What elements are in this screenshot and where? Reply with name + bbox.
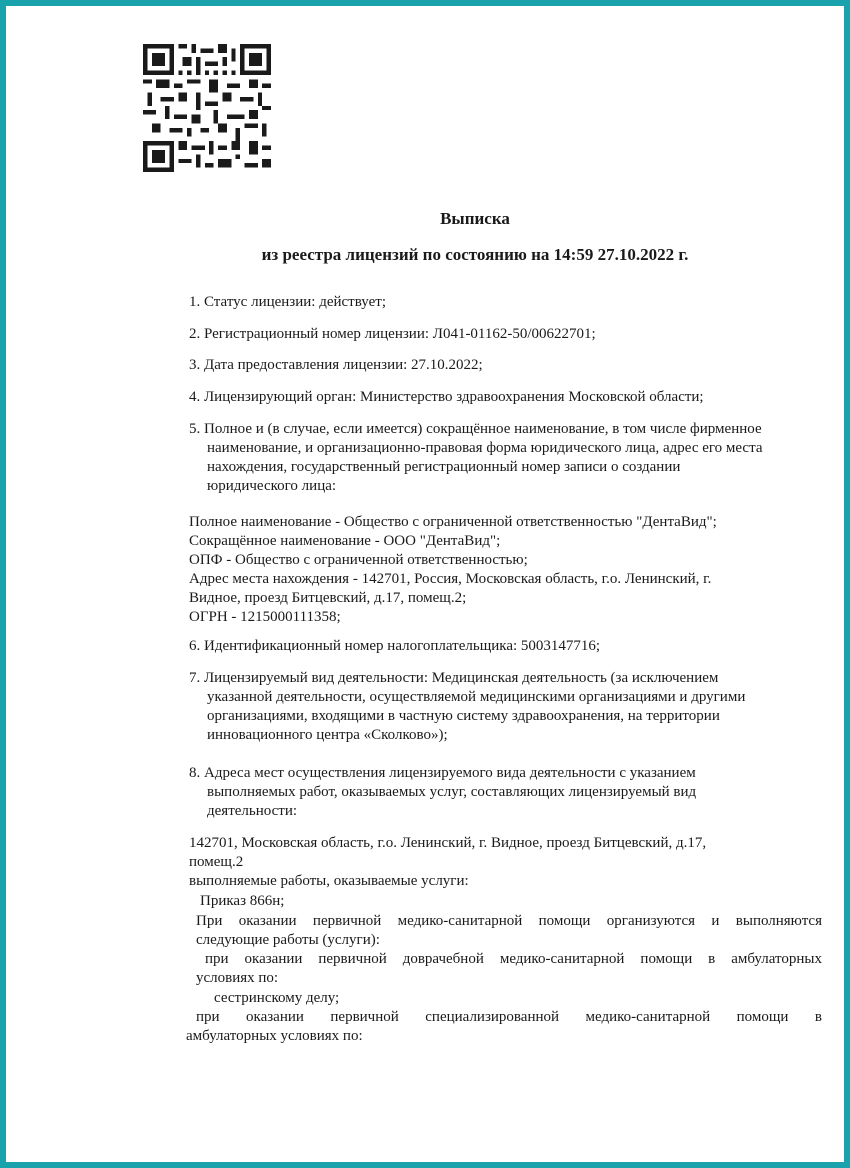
- item-line: указанной деятельности, осуществляемой медицинскими организациями и другими: [207, 689, 746, 705]
- activity-address-cont: помещ.2: [189, 854, 244, 870]
- item-line: 8. Адреса мест осуществления лицензируемого вида деятельности с указанием: [189, 765, 696, 781]
- prehospital-care-line: при оказании первичной доврачебной медико-санитарной помощи в амбулаторных: [205, 951, 822, 967]
- item-line: юридического лица:: [207, 478, 337, 494]
- item-line: 4. Лицензирующий орган: Министерство здравоохранения Московской области;: [189, 389, 704, 405]
- item-activity-type: [189, 669, 745, 745]
- entity-address-cont: Видное, проезд Битцевский, д.17, помещ.2;: [189, 590, 467, 606]
- prehospital-care-line-cont: условиях по:: [196, 970, 279, 986]
- entity-short-name: Сокращённое наименование - ООО "ДентаВид";: [189, 533, 501, 549]
- item-issue-date: [189, 356, 483, 375]
- item-line: нахождения, государственный регистрационный номер записи о создании: [207, 459, 681, 475]
- item-activity-addresses: [189, 764, 696, 821]
- specialized-care-line: при оказании первичной специализированной медико-санитарной помощи в: [196, 1009, 822, 1025]
- entity-full-name: Полное наименование - Общество с ограниченной ответственностью "ДентаВид";: [189, 514, 717, 530]
- item-line: инновационного центра «Сколково»);: [207, 727, 448, 743]
- item-inn: [189, 637, 600, 656]
- specialized-care-line-cont: амбулаторных условиях по:: [186, 1028, 363, 1044]
- item-line: деятельности:: [207, 803, 298, 819]
- primary-care-line-cont: следующие работы (услуги):: [196, 932, 380, 948]
- qr-code: [143, 44, 271, 172]
- item-line: 7. Лицензируемый вид деятельности: Медицинская деятельность (за исключением: [189, 670, 719, 686]
- item-licensing-authority: [189, 388, 704, 407]
- primary-care-line: При оказании первичной медико-санитарной помощи организуются и выполняются: [196, 913, 822, 929]
- activity-address: 142701, Московская область, г.о. Ленинский, г. Видное, проезд Битцевский, д.17,: [189, 835, 707, 851]
- entity-legal-form: ОПФ - Общество с ограниченной ответственностью;: [189, 552, 528, 568]
- entity-ogrn: ОГРН - 1215000111358;: [189, 609, 341, 625]
- item-entity-name: [189, 420, 763, 496]
- entity-address: Адрес места нахождения - 142701, Россия, Московская область, г.о. Ленинский, г.: [189, 571, 712, 587]
- works-label: выполняемые работы, оказываемые услуги:: [189, 873, 469, 889]
- document-title: Выписка: [440, 209, 510, 228]
- item-line: 5. Полное и (в случае, если имеется) сокращённое наименование, в том числе фирменное: [189, 421, 762, 437]
- item-line: 3. Дата предоставления лицензии: 27.10.2022;: [189, 357, 483, 373]
- item-line: организациями, входящими в частную систему здравоохранения, на территории: [207, 708, 720, 724]
- item-line: 1. Статус лицензии: действует;: [189, 294, 386, 310]
- item-line: 6. Идентификационный номер налогоплательщика: 5003147716;: [189, 638, 601, 654]
- item-line: выполняемых работ, оказываемых услуг, составляющих лицензируемый вид: [207, 784, 697, 800]
- document-subtitle: из реестра лицензий по состоянию на 14:59 27.10.2022 г.: [261, 245, 689, 264]
- item-registration-number: [189, 325, 596, 344]
- item-line: наименование, и организационно-правовая форма юридического лица, адрес его места: [207, 440, 763, 456]
- item-line: 2. Регистрационный номер лицензии: Л041-01162-50/00622701;: [189, 326, 596, 342]
- item-license-status: [189, 293, 386, 312]
- order-866n: Приказ 866н;: [200, 893, 285, 909]
- nursing-item: сестринскому делу;: [214, 990, 340, 1006]
